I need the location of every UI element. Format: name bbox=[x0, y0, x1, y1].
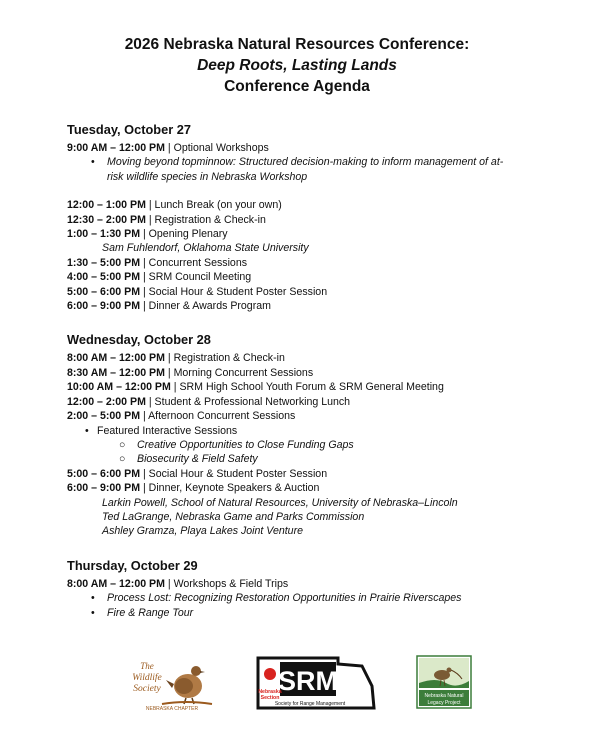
agenda-item: 12:00 – 2:00 PM | Student & Professional Networking Lunch bbox=[67, 395, 351, 408]
agenda-item: 6:00 – 9:00 PM | Dinner & Awards Program bbox=[67, 300, 271, 313]
grouse-bird-icon bbox=[162, 666, 212, 704]
speaker-name: Larkin Powell, School of Natural Resources, University of Nebraska–Lincoln bbox=[102, 496, 458, 509]
workshop-bullet: • Moving beyond topminnow: Structured decision-making to inform management of at- risk wildlife species in Nebraska Workshop bbox=[91, 156, 504, 183]
bullet-icon: • bbox=[91, 606, 95, 619]
field-trip-bullet: • Process Lost: Recognizing Restoration Opportunities in Prairie Riverscapes bbox=[91, 592, 462, 605]
featured-sessions-bullet: • Featured Interactive Sessions bbox=[85, 424, 238, 437]
agenda-item: 8:00 AM – 12:00 PM | Workshops & Field Trips bbox=[67, 577, 289, 590]
svg-text:NEBRASKA CHAPTER: NEBRASKA CHAPTER bbox=[145, 706, 199, 712]
agenda-item: 8:30 AM – 12:00 PM | Morning Concurrent Sessions bbox=[67, 366, 314, 379]
speaker-name: Sam Fuhlendorf, Oklahoma State University bbox=[102, 242, 309, 255]
agenda-item: 5:00 – 6:00 PM | Social Hour & Student Poster Session bbox=[67, 285, 328, 298]
svg-text:Legacy Project: Legacy Project bbox=[427, 700, 461, 706]
svg-text:The: The bbox=[140, 661, 154, 671]
circle-bullet-icon: ○ bbox=[119, 453, 126, 466]
featured-session-item: ○ Biosecurity & Field Safety bbox=[119, 453, 258, 466]
speaker-name: Ashley Gramza, Playa Lakes Joint Venture bbox=[102, 525, 303, 538]
conference-theme: Deep Roots, Lasting Lands bbox=[197, 57, 397, 74]
svg-text:Wildlife: Wildlife bbox=[132, 673, 162, 683]
featured-session-item: ○ Creative Opportunities to Close Funding Gaps bbox=[119, 438, 354, 451]
bullet-icon: • bbox=[85, 424, 89, 437]
legacy-project-logo bbox=[416, 655, 472, 709]
agenda-item: 5:00 – 6:00 PM | Social Hour & Student Poster Session bbox=[67, 467, 328, 480]
agenda-item: 6:00 – 9:00 PM | Dinner, Keynote Speakers & Auction bbox=[67, 482, 320, 495]
speaker-name: Ted LaGrange, Nebraska Game and Parks Commission bbox=[102, 510, 365, 523]
agenda-item: 2:00 – 5:00 PM | Afternoon Concurrent Sessions bbox=[67, 410, 296, 423]
agenda-item: 9:00 AM – 12:00 PM | Optional Workshops bbox=[67, 142, 269, 154]
svg-text:SRM: SRM bbox=[278, 666, 338, 696]
svg-text:Nebraska Natural: Nebraska Natural bbox=[424, 693, 464, 699]
agenda-item: 12:00 – 1:00 PM | Lunch Break (on your own) bbox=[67, 199, 282, 212]
agenda-heading: Conference Agenda bbox=[224, 78, 370, 95]
svg-text:Society for Range Management: Society for Range Management bbox=[274, 701, 346, 707]
day-heading: Thursday, October 29 bbox=[67, 557, 198, 573]
agenda-item: 10:00 AM – 12:00 PM | SRM High School Youth Forum & SRM General Meeting bbox=[67, 381, 444, 394]
srm-logo bbox=[256, 656, 376, 710]
svg-text:Section: Section bbox=[260, 695, 280, 701]
sponsor-logos bbox=[0, 654, 594, 714]
agenda-item: 4:00 – 5:00 PM | SRM Council Meeting bbox=[67, 271, 252, 284]
agenda-content bbox=[67, 121, 567, 620]
agenda-item: 8:00 AM – 12:00 PM | Registration & Check-in bbox=[67, 352, 285, 365]
field-trip-bullet: • Fire & Range Tour bbox=[91, 606, 194, 619]
circle-bullet-icon: ○ bbox=[119, 438, 126, 451]
bullet-icon: • bbox=[91, 156, 95, 169]
conference-title: 2026 Nebraska Natural Resources Conference: bbox=[124, 36, 470, 53]
agenda-item: 1:00 – 1:30 PM | Opening Plenary bbox=[67, 228, 228, 241]
day-heading: Wednesday, October 28 bbox=[67, 332, 211, 348]
agenda-item: 1:30 – 5:00 PM | Concurrent Sessions bbox=[67, 256, 248, 269]
svg-text:Nebraska: Nebraska bbox=[258, 689, 282, 695]
svg-text:Society: Society bbox=[133, 684, 161, 694]
wildlife-society-logo bbox=[126, 656, 218, 712]
bullet-icon: • bbox=[91, 592, 95, 605]
day-heading: Tuesday, October 27 bbox=[67, 122, 191, 137]
agenda-item: 12:30 – 2:00 PM | Registration & Check-in bbox=[67, 213, 266, 226]
